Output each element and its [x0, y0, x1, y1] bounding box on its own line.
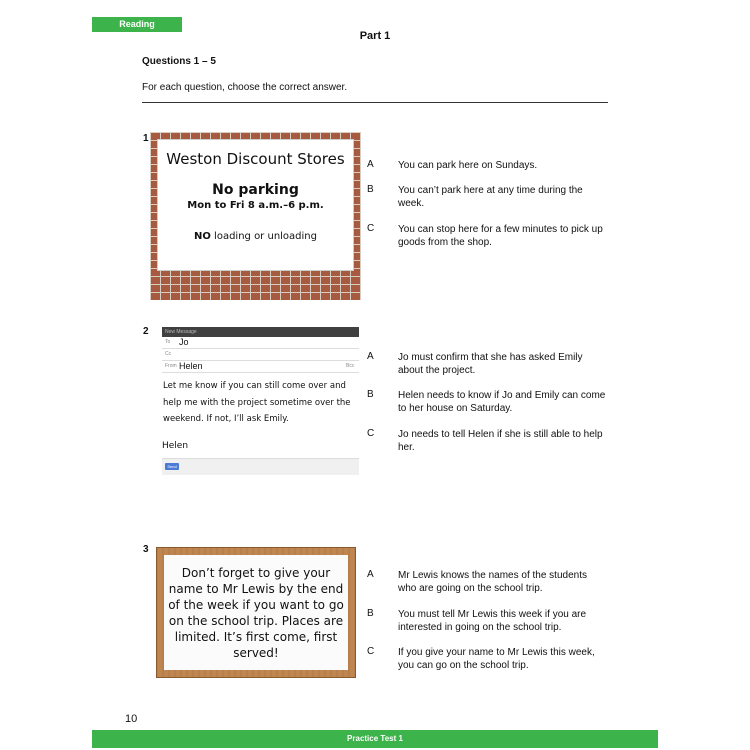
sign-store-name: Weston Discount Stores [166, 150, 345, 168]
notice-board [164, 555, 348, 670]
page-number: 10 [125, 713, 138, 725]
email-from: Helen [179, 361, 203, 371]
option-letter: C [367, 428, 375, 439]
sign-no-parking: No parking [212, 182, 299, 198]
email-message-image [162, 327, 359, 475]
instruction-text: For each question, choose the correct answer. [142, 82, 348, 93]
option-text: Mr Lewis knows the names of the students who are going on the school trip. [398, 570, 587, 594]
option-text: You must tell Mr Lewis this week if you are interested in going on the school trip. [398, 609, 587, 633]
option-letter: A [367, 159, 374, 170]
option-text: Helen needs to know if Jo and Emily can come to her house on Saturday. [398, 390, 606, 414]
option-letter: A [367, 569, 374, 580]
option-letter: A [367, 351, 374, 362]
email-title-bar: New Message [162, 327, 359, 337]
option-text: You can park here on Sundays. [398, 160, 538, 171]
question-number: 2 [143, 326, 149, 337]
option-letter: B [367, 184, 374, 195]
email-signature: Helen [162, 440, 189, 451]
option-text: You can’t park here at any time during the week. [398, 185, 583, 209]
option-text: Jo needs to tell Helen if she is still able to help her. [398, 429, 603, 453]
option-letter: C [367, 646, 375, 657]
sign-hours: Mon to Fri 8 a.m.–6 p.m. [187, 200, 324, 211]
section-tag: Reading [92, 17, 182, 32]
option-letter: B [367, 608, 374, 619]
email-cc-row: Cc [162, 349, 359, 361]
question-number: 1 [143, 133, 149, 144]
question-number: 3 [143, 544, 149, 555]
option-letter: C [367, 223, 375, 234]
question-range: Questions 1 – 5 [142, 56, 216, 67]
notice-text: Don’t forget to give your name to Mr Lewis by the end of the week if you want to go on the school trip. Places are limited. It’s first come, first served! [168, 565, 344, 660]
parking-sign [158, 140, 353, 270]
sign-loading: NO loading or unloading [194, 231, 317, 242]
email-from-row: From Helen Bcc [162, 361, 359, 373]
send-button: Send [165, 463, 179, 470]
footer-bar: Practice Test 1 [92, 730, 658, 748]
option-text: You can stop here for a few minutes to pick up goods from the shop. [398, 224, 603, 248]
email-body: Let me know if you can still come over and help me with the project sometime over the weekend. If not, I’ll ask Emily. [163, 381, 351, 424]
option-text: If you give your name to Mr Lewis this week, you can go on the school trip. [398, 647, 595, 671]
option-letter: B [367, 389, 374, 400]
email-footer [162, 458, 359, 475]
part-title: Part 1 [359, 30, 391, 42]
divider-line [142, 102, 608, 103]
email-to: Jo [179, 337, 189, 347]
option-text: Jo must confirm that she has asked Emily about the project. [398, 352, 583, 376]
email-to-row: To Jo [162, 337, 359, 349]
